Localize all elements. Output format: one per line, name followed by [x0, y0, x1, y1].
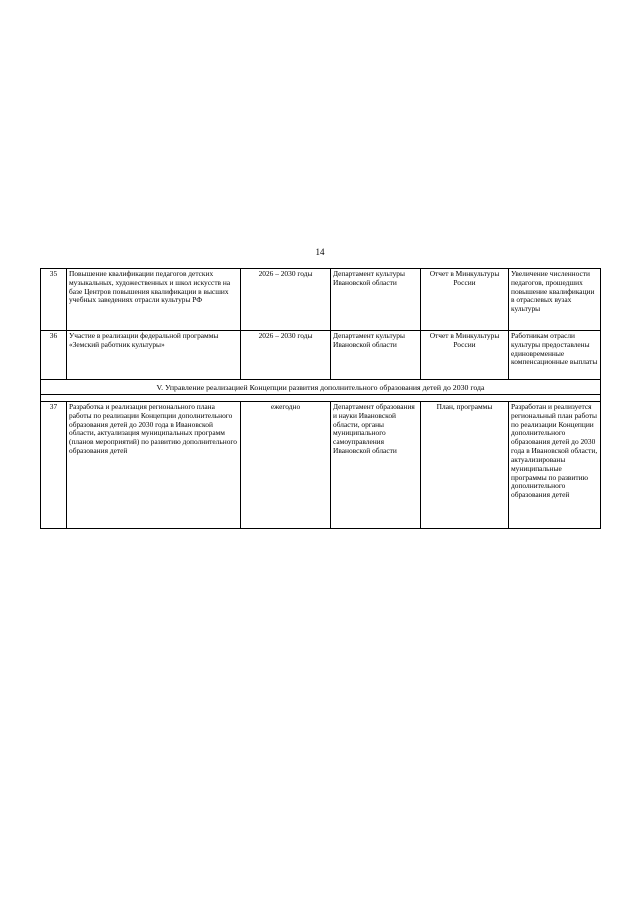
section-heading: V. Управление реализацией Концепции развития дополнительного образования детей до 2030 года — [41, 380, 601, 395]
plan-table — [40, 268, 601, 529]
row-number: 35 — [41, 269, 67, 331]
period-cell: 2026 – 2030 годы — [241, 331, 331, 380]
executor-cell: Департамент образования и науки Ивановской области, органы муниципального самоуправления Ивановской области — [331, 402, 421, 529]
table-row — [41, 402, 601, 529]
table-row — [41, 331, 601, 380]
report-cell: План, программы — [421, 402, 509, 529]
result-cell: Разработан и реализуется региональный план работы по реализации Концепции дополнительного образования детей до 2030 года в Ивановской области, актуализированы муниципальные программы по развитию дополнительного образования детей — [509, 402, 601, 529]
executor-cell: Департамент культуры Ивановской области — [331, 331, 421, 380]
period-cell: 2026 – 2030 годы — [241, 269, 331, 331]
report-cell: Отчет в Минкультуры России — [421, 331, 509, 380]
result-cell: Увеличение численности педагогов, прошедших повышение квалификации в отраслевых вузах культуры — [509, 269, 601, 331]
page-number: 14 — [315, 247, 325, 257]
executor-cell: Департамент культуры Ивановской области — [331, 269, 421, 331]
activity-cell: Участие в реализации федеральной программы «Земский работник культуры» — [67, 331, 241, 380]
result-cell: Работникам отрасли культуры предоставлены единовременные компенсационные выплаты — [509, 331, 601, 380]
table-row — [41, 269, 601, 331]
activity-cell: Разработка и реализация регионального плана работы по реализации Концепции дополнительного образования детей до 2030 года в Ивановской области, актуализация муниципальных программ (планов мероприятий) по развитию дополнительного образования детей — [67, 402, 241, 529]
report-cell: Отчет в Минкультуры России — [421, 269, 509, 331]
section-row — [41, 380, 601, 395]
period-cell: ежегодно — [241, 402, 331, 529]
spacer-cell — [41, 395, 601, 402]
spacer-row — [41, 395, 601, 402]
activity-cell: Повышение квалификации педагогов детских музыкальных, художественных и школ искусств на базе Центров повышения квалификации в высших учебных заведениях отрасли культуры РФ — [67, 269, 241, 331]
row-number: 36 — [41, 331, 67, 380]
row-number: 37 — [41, 402, 67, 529]
